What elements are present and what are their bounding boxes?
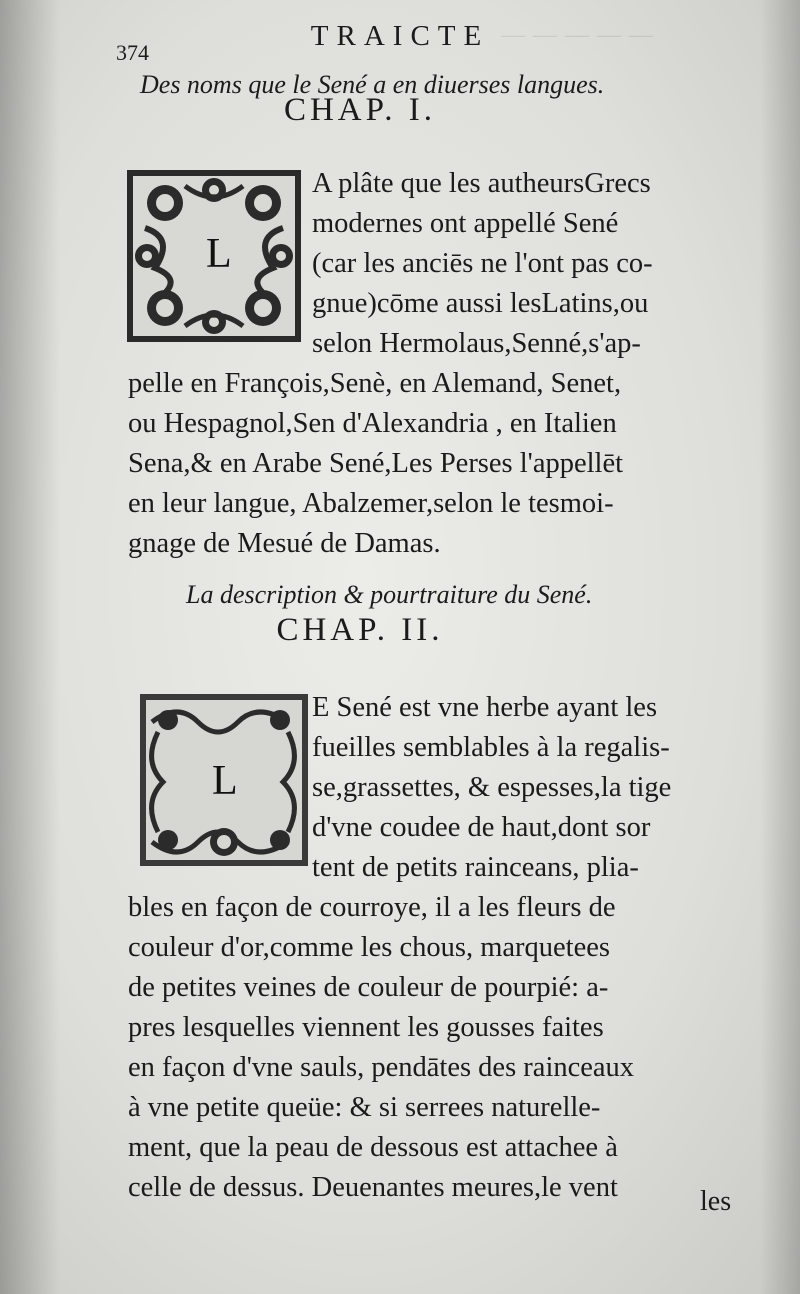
text-line: ment, que la peau de dessous est attachee à	[128, 1132, 618, 1163]
running-head: TRAICTE	[310, 20, 490, 52]
text-line: pelle en François,Senè, en Alemand, Senet,	[128, 368, 622, 399]
text-line: se,grassettes, & espesses,la tige	[312, 772, 672, 803]
edge-shadow	[760, 0, 800, 1294]
drop-cap-1: L	[206, 231, 232, 277]
text-line: selon Hermolaus,Senné,s'ap-	[312, 328, 641, 359]
drop-cap-2: L	[212, 758, 238, 804]
text-line: gnue)cōme aussi lesLatins,ou	[312, 288, 649, 319]
text-line: Sena,& en Arabe Sené,Les Perses l'appellēt	[128, 448, 624, 479]
catchword: les	[700, 1186, 732, 1217]
show-through: — — — — —	[500, 22, 653, 48]
page-number: 374	[116, 40, 149, 65]
text-line: fueilles semblables à la regalis-	[312, 732, 670, 763]
text-line: ou Hespagnol,Sen d'Alexandria , en Italien	[128, 408, 617, 439]
chapter2-subtitle: La description & pourtraiture du Sené.	[186, 580, 593, 609]
text-line: gnage de Mesué de Damas.	[128, 528, 441, 559]
text-line: à vne petite queüe: & si serrees naturelle-	[128, 1092, 601, 1123]
text-line: en façon d'vne sauls, pendātes des rainceaux	[128, 1052, 635, 1083]
text-line: (car les anciēs ne l'ont pas co-	[312, 248, 653, 279]
chapter2-heading: CHAP. II.	[276, 612, 444, 648]
text-line: en leur langue, Abalzemer,selon le tesmoi-	[128, 488, 614, 519]
text-line: E Sené est vne herbe ayant les	[312, 692, 658, 723]
text-line: pres lesquelles viennent les gousses faites	[128, 1012, 604, 1043]
text-line: A plâte que les autheursGrecs	[312, 168, 651, 199]
text-line: bles en façon de courroye, il a les fleurs de	[128, 892, 616, 923]
text-line: couleur d'or,comme les chous, marquetees	[128, 932, 610, 963]
text-line: tent de petits rainceans, plia-	[312, 852, 639, 883]
text-line: modernes ont appellé Sené	[312, 208, 619, 239]
chapter1-heading: CHAP. I.	[283, 92, 437, 128]
text-line: celle de dessus. Deuenantes meures,le vent	[128, 1172, 618, 1203]
text-line: de petites veines de couleur de pourpié: a-	[128, 972, 609, 1003]
chapter1-subtitle: Des noms que le Sené a en diuerses langues.	[140, 70, 605, 99]
text-line: d'vne coudee de haut,dont sor	[312, 812, 651, 843]
